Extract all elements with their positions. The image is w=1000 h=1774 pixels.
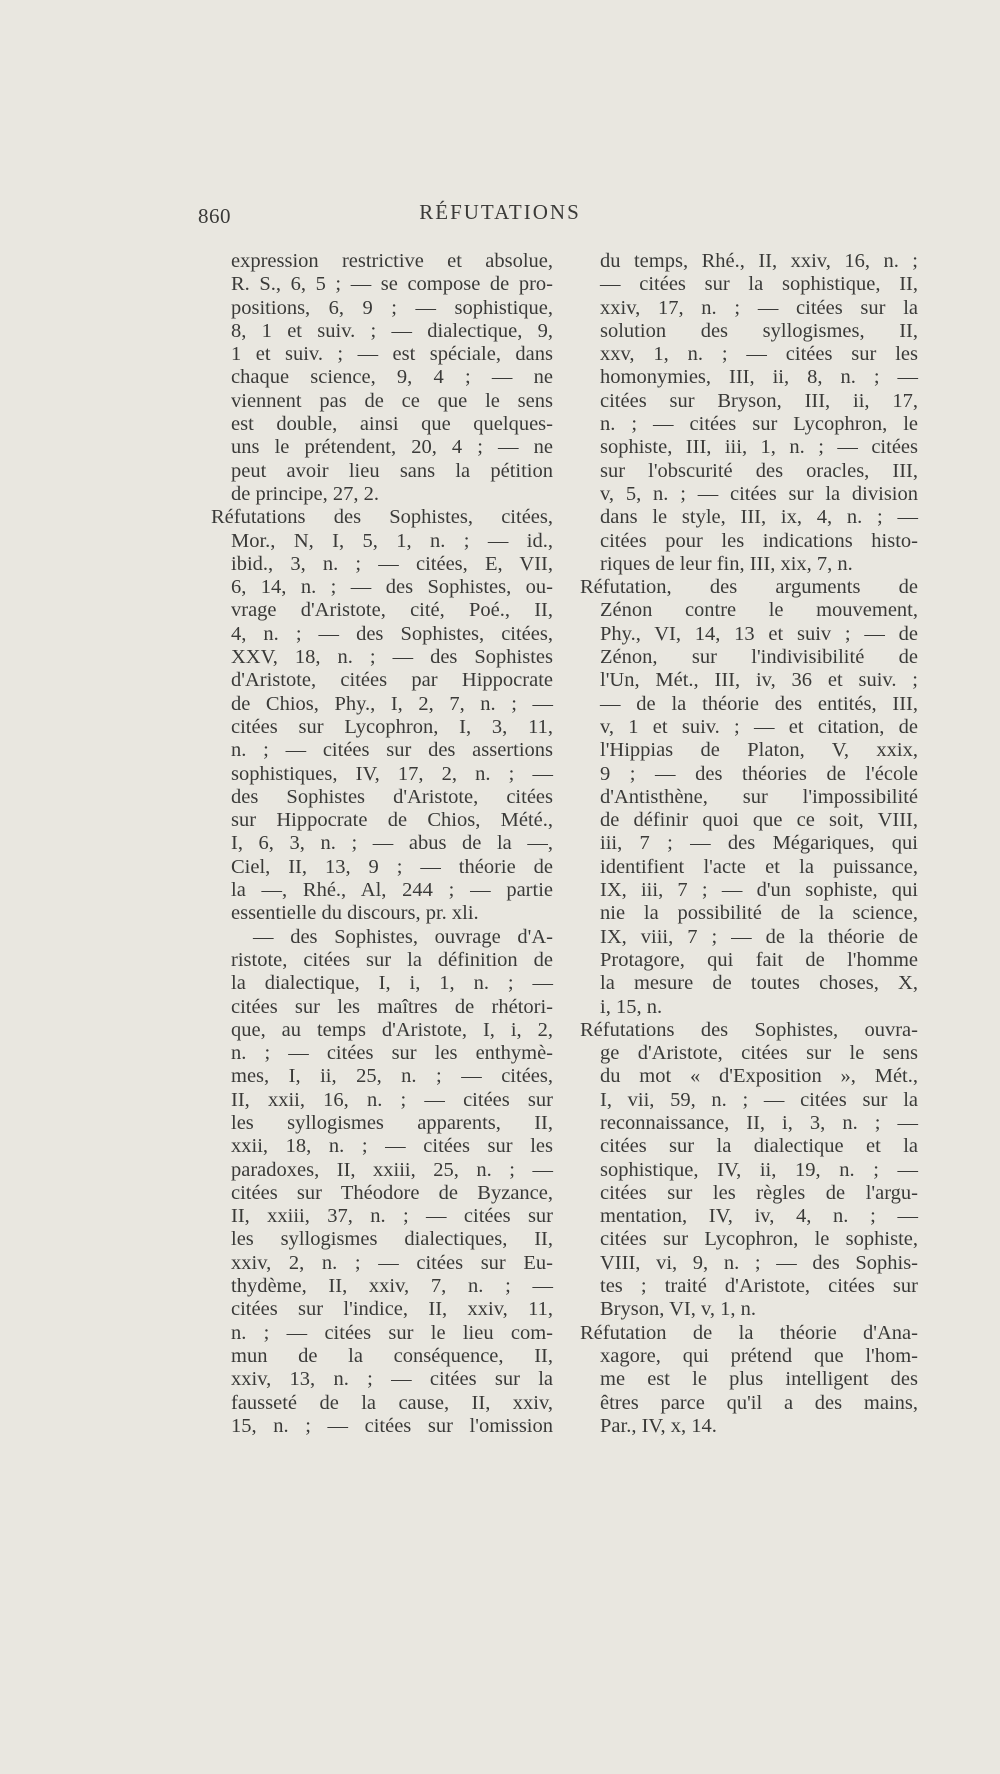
index-line: n. ; — citées sur des assertions (231, 739, 553, 762)
index-line: sur l'obscurité des oracles, III, (600, 459, 918, 482)
index-line: ristote, citées sur la définition de (231, 948, 553, 971)
index-line: reconnaissance, II, i, 3, n. ; — (600, 1111, 918, 1134)
index-line: Zénon, sur l'indivisibilité de (600, 646, 918, 669)
index-line: expression restrictive et absolue, (231, 250, 553, 272)
index-line: 1 et suiv. ; — est spéciale, dans (231, 343, 553, 366)
index-line: l'Hippias de Platon, V, xxix, (600, 739, 918, 762)
index-line: Phy., VI, 14, 13 et suiv ; — de (600, 622, 918, 645)
index-line: uns le prétendent, 20, 4 ; — ne (231, 436, 553, 459)
index-line: sophiste, III, iii, 1, n. ; — citées (600, 436, 918, 459)
index-line: thydème, II, xxiv, 7, n. ; — (231, 1275, 553, 1298)
index-line: ibid., 3, n. ; — citées, E, VII, (231, 552, 553, 575)
index-line: — des Sophistes, ouvrage d'A- (253, 925, 553, 948)
index-line: peut avoir lieu sans la pétition (231, 459, 553, 482)
index-line: paradoxes, II, xxiii, 25, n. ; — (231, 1158, 553, 1181)
index-line: la dialectique, I, i, 1, n. ; — (231, 972, 553, 995)
index-line: xxv, 1, n. ; — citées sur les (600, 343, 918, 366)
index-line: Mor., N, I, 5, 1, n. ; — id., (231, 529, 553, 552)
index-line: n. ; — citées sur les enthymè- (231, 1042, 553, 1065)
index-line: XXV, 18, n. ; — des Sophistes (231, 646, 553, 669)
index-line: citées sur les règles de l'argu- (600, 1181, 918, 1204)
index-line: 6, 14, n. ; — des Sophistes, ou- (231, 576, 553, 599)
index-line: mes, I, ii, 25, n. ; — citées, (231, 1065, 553, 1088)
index-line: xxiv, 2, n. ; — citées sur Eu- (231, 1251, 553, 1274)
index-line: riques de leur fin, III, xix, 7, n. (600, 552, 853, 575)
index-line: v, 5, n. ; — citées sur la division (600, 482, 918, 505)
index-line: citées sur Lycophron, I, 3, 11, (231, 715, 553, 738)
index-line: positions, 6, 9 ; — sophistique, (231, 296, 553, 319)
index-line: de principe, 27, 2. (231, 482, 380, 505)
index-line: 9 ; — des théories de l'école (600, 762, 918, 785)
index-line: essentielle du discours, pr. xli. (231, 902, 479, 925)
index-line: sophistiques, IV, 17, 2, n. ; — (231, 762, 553, 785)
index-line: citées sur Lycophron, le sophiste, (600, 1228, 918, 1251)
index-line: xxiv, 17, n. ; — citées sur la (600, 296, 918, 319)
index-line: 4, n. ; — des Sophistes, citées, (231, 622, 553, 645)
index-line: Protagore, qui fait de l'homme (600, 948, 918, 971)
index-line: xagore, qui prétend que l'hom- (600, 1344, 918, 1367)
index-line: sur Hippocrate de Chios, Mété., (231, 809, 553, 832)
index-line: sophistique, IV, ii, 19, n. ; — (600, 1158, 918, 1181)
index-line: dans le style, III, ix, 4, n. ; — (600, 506, 918, 529)
index-line: tes ; traité d'Aristote, citées sur (600, 1275, 918, 1298)
index-line: les syllogismes dialectiques, II, (231, 1228, 553, 1251)
index-column-left (211, 250, 553, 1438)
page-number: 860 (198, 204, 231, 228)
index-line: viennent pas de ce que le sens (231, 389, 553, 412)
index-line: v, 1 et suiv. ; — et citation, de (600, 715, 918, 738)
index-line: que, au temps d'Aristote, I, i, 2, (231, 1018, 553, 1041)
index-line: Zénon contre le mouvement, (600, 599, 918, 622)
index-line: I, 6, 3, n. ; — abus de la —, (231, 832, 553, 855)
index-line: — citées sur la sophistique, II, (600, 273, 918, 296)
index-line: du temps, Rhé., II, xxiv, 16, n. ; (600, 250, 918, 272)
index-line: l'Un, Mét., III, iv, 36 et suiv. ; (600, 669, 918, 692)
index-line: les syllogismes apparents, II, (231, 1111, 553, 1134)
index-line: fausseté de la cause, II, xxiv, (231, 1391, 553, 1414)
index-line: citées sur les maîtres de rhétori- (231, 995, 553, 1018)
index-line: Bryson, VI, v, 1, n. (600, 1298, 757, 1321)
index-line: ge d'Aristote, citées sur le sens (600, 1042, 918, 1065)
index-line: homonymies, III, ii, 8, n. ; — (600, 366, 918, 389)
index-line: Réfutation de la théorie d'Ana- (580, 1321, 918, 1344)
index-line: citées sur la dialectique et la (600, 1135, 918, 1158)
index-line: xxii, 18, n. ; — citées sur les (231, 1135, 553, 1158)
index-line: de définir quoi que ce soit, VIII, (600, 809, 918, 832)
index-line: iii, 7 ; — des Mégariques, qui (600, 832, 918, 855)
index-line: i, 15, n. (600, 995, 663, 1018)
index-line: Réfutation, des arguments de (580, 576, 918, 599)
index-line: citées sur l'indice, II, xxiv, 11, (231, 1298, 553, 1321)
index-line: II, xxii, 16, n. ; — citées sur (231, 1088, 553, 1111)
index-line: d'Antisthène, sur l'impossibilité (600, 785, 918, 808)
index-line: IX, viii, 7 ; — de la théorie de (600, 925, 918, 948)
index-line: VIII, vi, 9, n. ; — des Sophis- (600, 1251, 918, 1274)
index-line: mentation, IV, iv, 4, n. ; — (600, 1205, 918, 1228)
index-line: mun de la conséquence, II, (231, 1344, 553, 1367)
index-line: la —, Rhé., Al, 244 ; — partie (231, 879, 553, 902)
index-line: d'Aristote, citées par Hippocrate (231, 669, 553, 692)
index-line: Ciel, II, 13, 9 ; — théorie de (231, 855, 553, 878)
running-head: RÉFUTATIONS (419, 200, 581, 224)
index-line: Réfutations des Sophistes, citées, (211, 506, 553, 529)
index-line: est double, ainsi que quelques- (231, 413, 553, 436)
index-line: 8, 1 et suiv. ; — dialectique, 9, (231, 319, 553, 342)
index-line: I, vii, 59, n. ; — citées sur la (600, 1088, 918, 1111)
index-line: me est le plus intelligent des (600, 1368, 918, 1391)
index-line: la mesure de toutes choses, X, (600, 972, 918, 995)
index-line: citées sur Théodore de Byzance, (231, 1181, 553, 1204)
index-line: citées sur Bryson, III, ii, 17, (600, 389, 918, 412)
index-line: xxiv, 13, n. ; — citées sur la (231, 1368, 553, 1391)
index-line: citées pour les indications histo- (600, 529, 918, 552)
index-line: Par., IV, x, 14. (600, 1414, 717, 1437)
index-line: IX, iii, 7 ; — d'un sophiste, qui (600, 879, 918, 902)
index-line: Réfutations des Sophistes, ouvra- (580, 1018, 918, 1041)
index-line: n. ; — citées sur Lycophron, le (600, 413, 918, 436)
index-line: chaque science, 9, 4 ; — ne (231, 366, 553, 389)
index-line: solution des syllogismes, II, (600, 319, 918, 342)
index-line: du mot « d'Exposition », Mét., (600, 1065, 918, 1088)
index-line: — de la théorie des entités, III, (600, 692, 918, 715)
index-line: êtres parce qu'il a des mains, (600, 1391, 918, 1414)
index-line: vrage d'Aristote, cité, Poé., II, (231, 599, 553, 622)
index-line: nie la possibilité de la science, (600, 902, 918, 925)
index-line: II, xxiii, 37, n. ; — citées sur (231, 1205, 553, 1228)
index-line: R. S., 6, 5 ; — se compose de pro- (231, 273, 553, 296)
index-line: des Sophistes d'Aristote, citées (231, 785, 553, 808)
index-line: 15, n. ; — citées sur l'omission (231, 1414, 553, 1437)
index-line: identifient l'acte et la puissance, (600, 855, 918, 878)
index-column-right (580, 250, 918, 1438)
index-line: n. ; — citées sur le lieu com- (231, 1321, 553, 1344)
index-line: de Chios, Phy., I, 2, 7, n. ; — (231, 692, 553, 715)
